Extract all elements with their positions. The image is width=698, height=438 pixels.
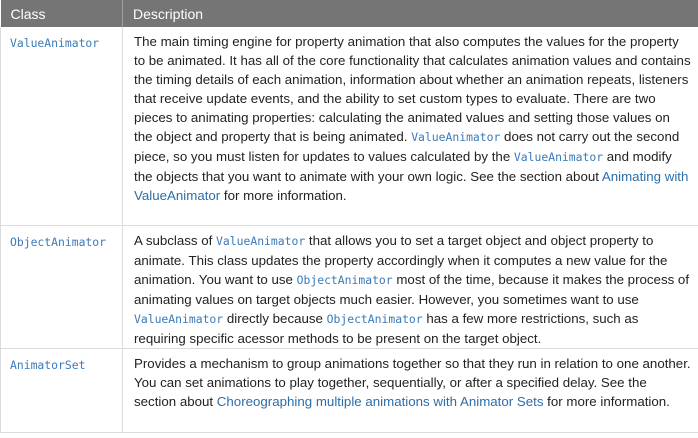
- code-reference: ValueAnimator: [134, 311, 224, 326]
- class-name: ObjectAnimator: [10, 234, 107, 249]
- description-cell: [123, 348, 698, 432]
- table-row: [1, 225, 698, 348]
- description-text: The main timing engine for property animation that also computes the values for the property to be animated. It has all of the core functionality that calculates animation values and contains the timing details of each animation, information about whether an animation repeats, listeners that receive update events, and the ability to set custom types to evaluate. There are two pieces to animating properties: calculating the animated values and setting those values on the object and property that is being animated.: [134, 34, 691, 144]
- description-cell: [123, 27, 698, 225]
- description-text: directly because: [223, 310, 327, 326]
- description-text: Provides a mechanism to group animations together so that they run in relation to one another. You can set animations to play together, sequentially, or after a specified delay. See the section about: [134, 355, 691, 409]
- header-description: Description: [123, 0, 698, 27]
- description-text: A subclass of: [134, 232, 217, 248]
- table-row: [1, 348, 698, 432]
- code-reference: ObjectAnimator: [326, 311, 423, 326]
- description-text: for more information.: [220, 188, 347, 203]
- table-row: [1, 27, 698, 225]
- header-class: Class: [1, 0, 123, 27]
- description-text: for more information.: [543, 393, 670, 409]
- class-cell: [1, 348, 123, 432]
- code-reference: ValueAnimator: [216, 233, 306, 248]
- description-text: that allows you to set a target object and object property to animate. This class updates the property accordingly when it computes a new value for the animation. You want to use: [134, 232, 668, 287]
- description-text: most of the time, because it makes the process of animating values on target objects much easier. However, you sometimes want to use: [134, 271, 690, 307]
- code-reference: ValueAnimator: [513, 150, 604, 164]
- link-animating-with-valueanimator[interactable]: Animating with ValueAnimator: [134, 169, 689, 203]
- class-cell: [1, 27, 123, 225]
- description-text: does not carry out the second piece, so you must listen for updates to values calculated by the: [134, 129, 680, 164]
- code-reference: ObjectAnimator: [296, 272, 393, 287]
- header-row: [1, 0, 698, 27]
- class-cell: [1, 225, 123, 348]
- description-text: and modify the objects that you want to animate with your own logic. See the section about: [134, 149, 672, 184]
- class-name: AnimatorSet: [10, 357, 86, 372]
- description-text: has a few more restrictions, such as requiring specific acessor methods to be present on the target object.: [134, 310, 639, 346]
- link-choreographing-animations[interactable]: Choreographing multiple animations with Animator Sets: [216, 393, 544, 409]
- class-name: ValueAnimator: [10, 36, 100, 50]
- code-reference: ValueAnimator: [411, 130, 501, 144]
- description-cell: [123, 225, 698, 348]
